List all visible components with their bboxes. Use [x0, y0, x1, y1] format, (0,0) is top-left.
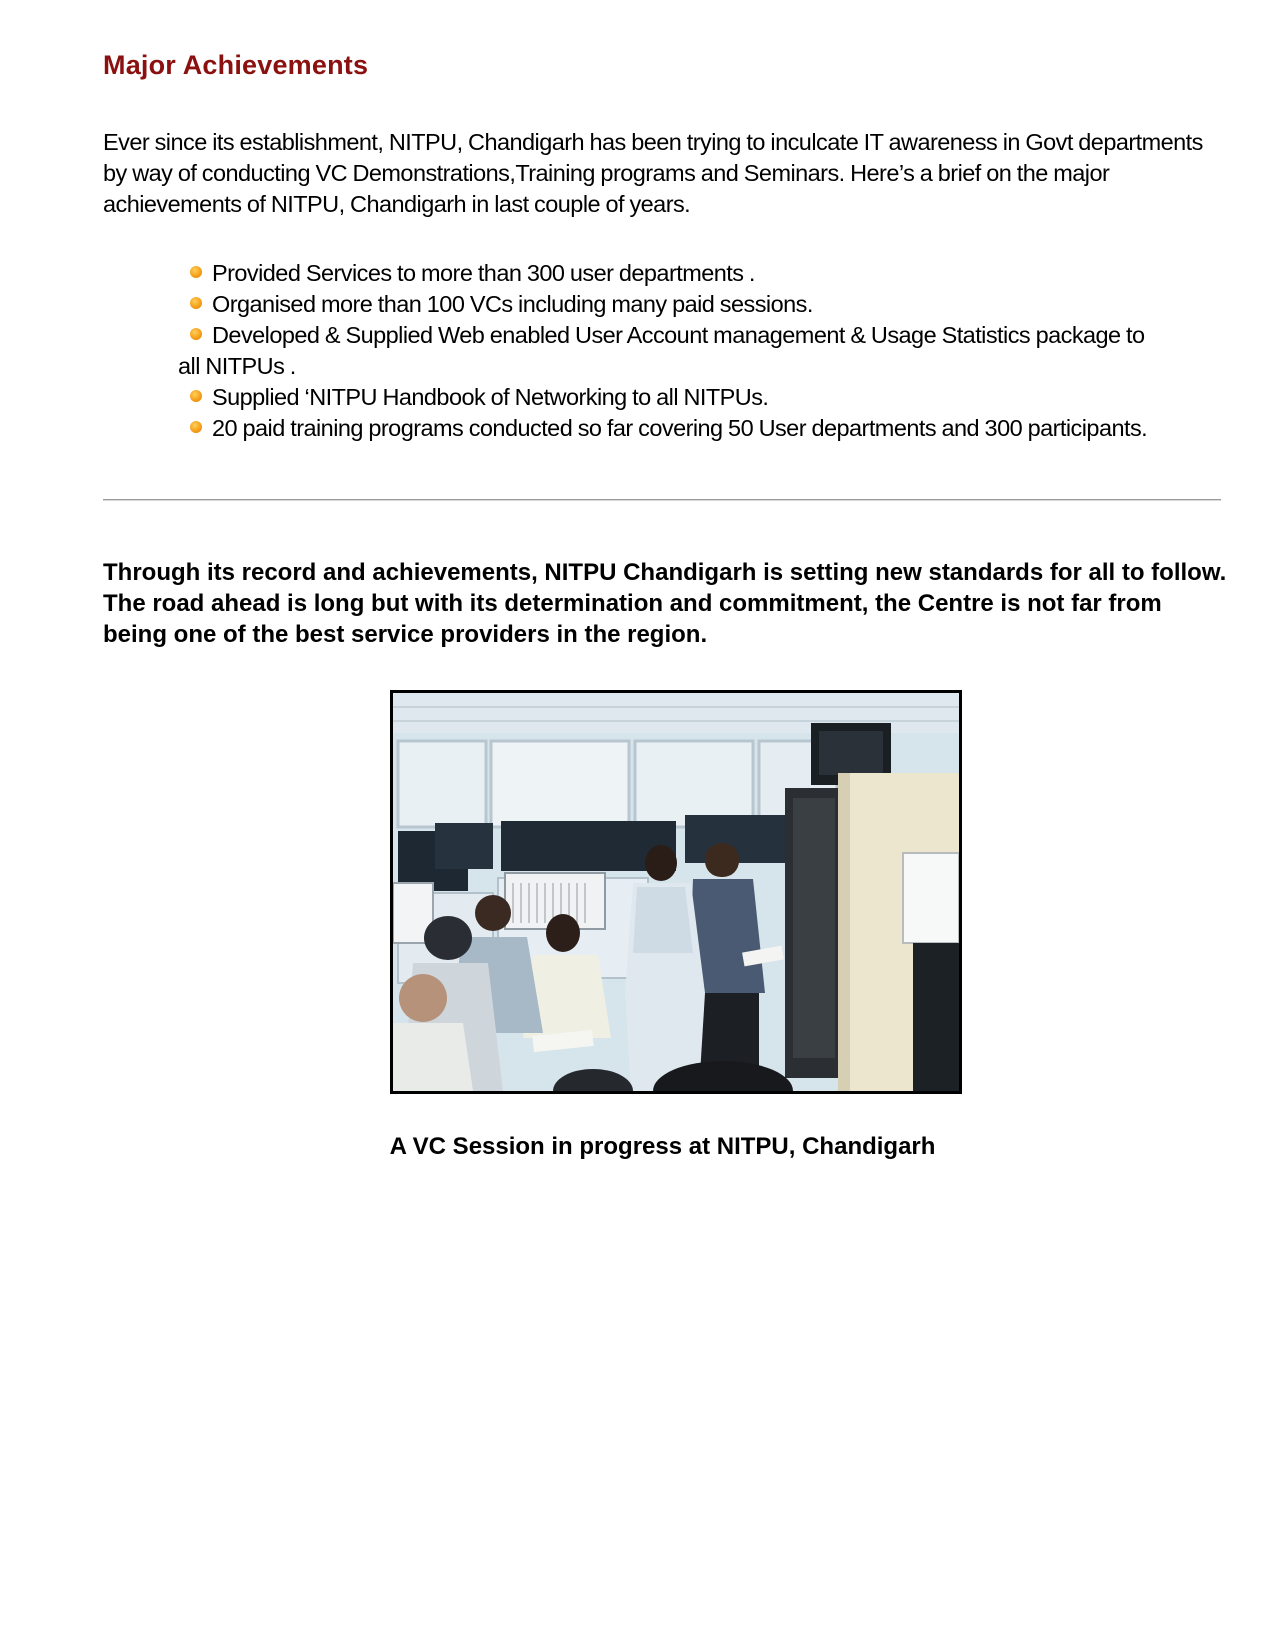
photo-illustration	[393, 693, 959, 1091]
photo-caption: A VC Session in progress at NITPU, Chandigarh	[389, 1133, 936, 1160]
achievements-list	[178, 258, 1166, 444]
bullet-icon	[190, 297, 202, 309]
bullet-icon	[190, 390, 202, 402]
list-item-text: Organised more than 100 VCs including many paid sessions.	[212, 291, 813, 317]
list-item	[186, 258, 1166, 289]
list-item	[186, 289, 1166, 320]
vc-session-photo	[390, 690, 962, 1094]
list-item	[186, 413, 1166, 444]
horizontal-divider	[103, 499, 1221, 501]
list-item-text: 20 paid training programs conducted so far covering 50 User departments and 300 participants.	[212, 415, 1148, 441]
list-item-text: Supplied ‘NITPU Handbook of Networking to all NITPUs.	[212, 384, 769, 410]
list-item	[178, 320, 1166, 382]
list-item-text: Developed & Supplied Web enabled User Account management & Usage Statistics package to all NITPUs .	[178, 322, 1145, 379]
bullet-icon	[190, 328, 202, 340]
intro-paragraph: Ever since its establishment, NITPU, Chandigarh has been trying to inculcate IT awareness in Govt departments by way of conducting VC Demonstrations,Training programs and Seminars. Here’s a brief on the major achievements of NITPU, Chandigarh in last couple of years.	[103, 129, 1203, 217]
bullet-icon	[190, 266, 202, 278]
bullet-icon	[190, 421, 202, 433]
closing-statement: Through its record and achievements, NITPU Chandigarh is setting new standards for all to follow. The road ahead is long but with its determination and commitment, the Centre is not far from being one of the best service providers in the region.	[103, 559, 1227, 648]
page-title: Major Achievements	[103, 50, 369, 80]
list-item	[186, 382, 1166, 413]
list-item-text: Provided Services to more than 300 user departments .	[212, 260, 755, 286]
